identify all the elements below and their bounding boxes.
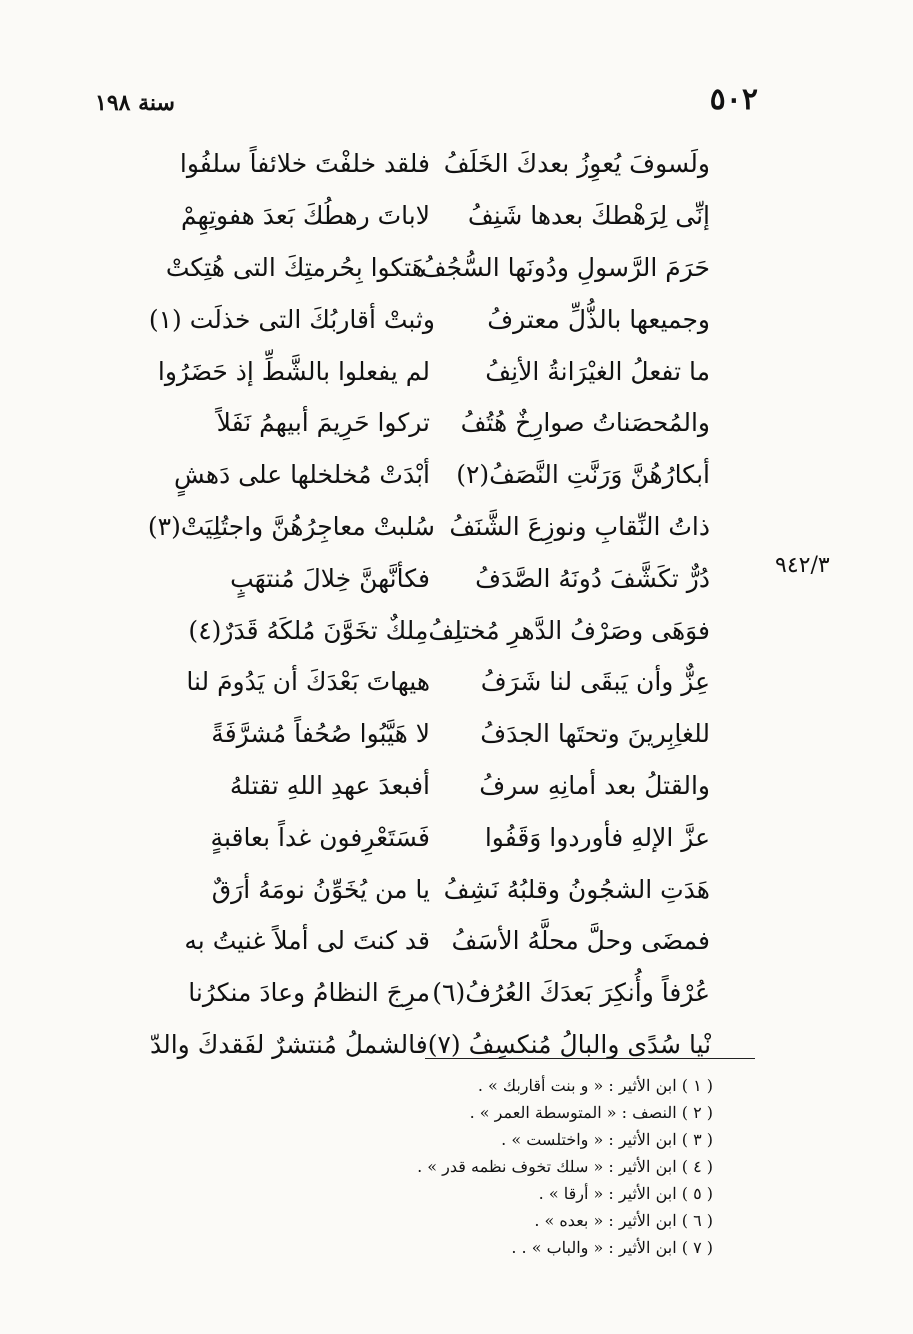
verse [120, 138, 710, 190]
second-hemistich: فمضَى وحلَّ محلَّهُ الأسَفُ [451, 926, 710, 956]
second-hemistich: فوَهَى وصَرْفُ الدَّهرِ مُختلِفُ [428, 615, 710, 645]
verse [120, 293, 710, 345]
footnote: ( ٧ ) ابن الأثير : « والباب » . . [511, 1238, 713, 1257]
second-hemistich: ولَسوفَ يُعوِزُ بعدكَ الخَلَفُ [443, 149, 710, 179]
footnote: ( ٦ ) ابن الأثير : « بعده » . [534, 1211, 713, 1230]
second-hemistich: عُرْفاً وأُنكِرَ بَعدَكَ العُرُفُ(٦) [432, 978, 710, 1008]
second-hemistich: دُرٌّ تكَشَّفَ دُونَهُ الصَّدَفُ [475, 563, 710, 593]
first-hemistich: لاباتَ رهطُكَ بَعدَ هفوتِهِمْ [180, 201, 430, 231]
first-hemistich: أفبعدَ عهدِ اللهِ تقتلهُ [229, 770, 430, 800]
first-hemistich: لا هَيَّبُوا صُحُفاً مُشرَّفَةً [211, 719, 430, 749]
verse [120, 190, 710, 242]
verse [120, 863, 710, 915]
verse [120, 449, 710, 501]
second-hemistich: وجميعها بالذُّلِّ معترفُ [487, 304, 710, 334]
second-hemistich: عِزٌّ وأن يَبقَى لنا شَرَفُ [480, 667, 710, 697]
first-hemistich: سُلبتْ معاجِرُهُنَّ واجتُلِيَتْ(٣) [147, 511, 435, 541]
first-hemistich: أبْدَتْ مُخلخلها على دَهشٍ [174, 460, 430, 490]
margin-reference: ٩٤٢/٣ [775, 553, 830, 578]
verse [120, 604, 710, 656]
footnote: ( ٥ ) ابن الأثير : « أرقا » . [538, 1184, 713, 1203]
verse [120, 345, 710, 397]
first-hemistich: فكأنَّهنَّ خِلالَ مُنتهَبٍ [230, 563, 430, 593]
year-label: سنة ١٩٨ [95, 90, 175, 116]
second-hemistich: هَدَتِ الشجُونُ وقلبُهُ نَشِفُ [443, 874, 710, 904]
verse [120, 760, 710, 812]
verse [120, 967, 710, 1019]
first-hemistich: قد كنتَ لى أملاً غنيتُ به [184, 926, 430, 956]
page-header [0, 82, 913, 122]
first-hemistich: فَسَتَعْرِفون غداً بعاقبةٍ [210, 822, 430, 852]
first-hemistich: يا من يُخَوِّنُ نومَهُ أرَقٌ [211, 874, 430, 904]
verse [120, 811, 710, 863]
footnote: ( ١ ) ابن الأثير : « و بنت أقاربك » . [477, 1076, 713, 1095]
second-hemistich: نْيا سُدًى والبالُ مُنكسِفُ (٧) [427, 1029, 712, 1059]
verse [120, 501, 710, 553]
footnote: ( ٢ ) النصف : « المتوسطة العمر » . [469, 1103, 713, 1122]
second-hemistich: أبكارُهُنَّ وَرَنَّتِ النَّصَفُ(٢) [456, 460, 710, 490]
verse [120, 708, 710, 760]
second-hemistich: والقتلُ بعد أمانِهِ سرفُ [479, 770, 710, 800]
footnote: ( ٣ ) ابن الأثير : « واختلست » . [501, 1130, 713, 1149]
verse [120, 397, 710, 449]
second-hemistich: للغاِبِرينَ وتحتَها الجدَفُ [480, 719, 710, 749]
verse [120, 1019, 710, 1071]
first-hemistich: فالشملُ مُنتشرٌ لفَقدكَ والدّ [150, 1029, 428, 1059]
footnotes [417, 1072, 713, 1261]
first-hemistich: هَتكوا بِحُرمتِكَ التى هُتِكتْ [165, 252, 425, 282]
second-hemistich: ذاتُ النِّقابِ ونوزِعَ الشَّنَفُ [449, 511, 710, 541]
verse [120, 915, 710, 967]
second-hemistich: عزَّ الإلهِ فأوردوا وَقَفُوا [484, 822, 710, 852]
first-hemistich: تركوا حَرِيمَ أبيهمُ نَفَلاً [216, 408, 430, 438]
first-hemistich: مرِجَ النظامُ وعادَ منكرُنا [188, 978, 430, 1008]
verse [120, 242, 710, 294]
first-hemistich: فلقد خلفْتَ خلائفاً سلفُوا [179, 149, 430, 179]
page-number: ٥٠٢ [709, 82, 758, 117]
verse [120, 656, 710, 708]
second-hemistich: والمُحصَناتُ صوارِخٌ هُتُفُ [460, 408, 710, 438]
first-hemistich: مِلكٌ تخَوَّنَ مُلكَهُ قَدَرٌ(٤) [188, 615, 429, 645]
first-hemistich: وثبتْ أقاربُكَ التى خذلَت (١) [148, 304, 435, 334]
verse [120, 552, 710, 604]
second-hemistich: إنِّى لِرَهْطكَ بعدها شَنِفُ [467, 201, 710, 231]
first-hemistich: لم يفعلوا بالشَّطِّ إذ حَضَرُوا [157, 356, 430, 386]
footnote: ( ٤ ) ابن الأثير : « سلك تخوف نظمه قدر » . [417, 1157, 713, 1176]
poem [120, 138, 710, 1070]
footnote-divider [425, 1058, 755, 1059]
second-hemistich: ما تفعلُ الغيْرَانةُ الأنِفُ [485, 356, 710, 386]
second-hemistich: حَرَمَ الرَّسولِ ودُونَها السُّجُفُ [420, 252, 710, 282]
first-hemistich: هيهاتَ بَعْدَكَ أن يَدُومَ لنا [186, 667, 430, 697]
